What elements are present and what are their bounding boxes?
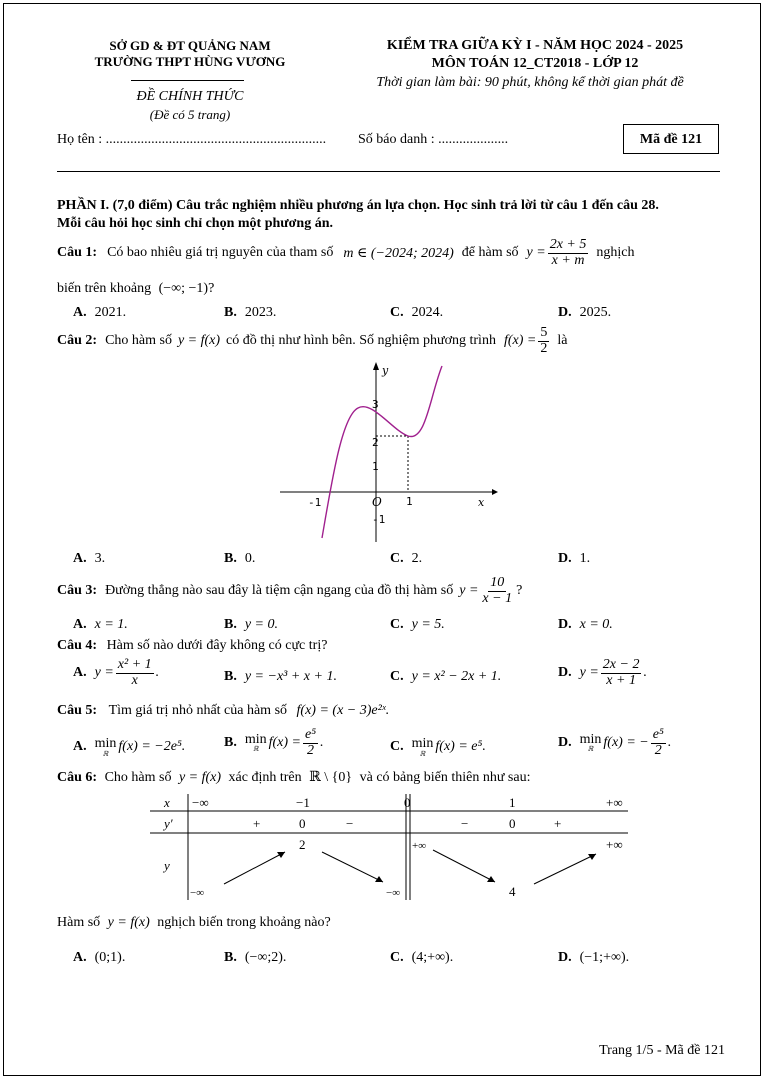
fraction-numerator: e⁵	[652, 727, 664, 742]
q2-option-c[interactable]	[390, 551, 422, 567]
option-text: 2.	[411, 551, 423, 566]
option-fraction	[116, 658, 154, 688]
question-5-text: Tìm giá trị nhỏ nhất của hàm số	[108, 703, 288, 718]
option-text: 3.	[94, 551, 106, 566]
header-rule	[57, 171, 720, 172]
option-text: f(x) = −	[603, 735, 649, 751]
table-x-pos-inf: +∞	[606, 795, 623, 810]
option-text: 2023.	[244, 305, 277, 320]
q2-option-d[interactable]	[558, 551, 590, 567]
question-4-label: Câu 4:	[57, 638, 98, 653]
function-fraction	[480, 576, 514, 606]
function-definition: f(x) = (x − 3)e²ˣ.	[296, 703, 390, 718]
name-field: Họ tên : ...............................................................	[57, 132, 327, 147]
graph-tick-x-1: 1	[406, 495, 413, 508]
fraction-denominator: 2	[540, 340, 548, 356]
function-lhs: y =	[459, 583, 479, 599]
question-1	[57, 238, 732, 268]
part1-note: Mỗi câu hỏi học sinh chỉ chọn một phương án.	[57, 216, 333, 231]
q3-option-d[interactable]	[558, 617, 613, 633]
q4-option-d[interactable]	[558, 658, 647, 688]
graph-tick-y-1: 1	[372, 460, 379, 473]
question-3-text: Đường thẳng nào sau đây là tiệm cận ngang của đồ thị hàm số	[105, 583, 454, 599]
question-6-text-3: và có bảng biến thiên như sau:	[359, 770, 531, 785]
option-lhs: y =	[94, 665, 114, 681]
q2-option-b[interactable]	[224, 551, 255, 567]
option-end: .	[320, 735, 324, 751]
fraction-numerator: e⁵	[305, 727, 317, 742]
option-label: C.	[390, 669, 404, 684]
q2-option-a[interactable]	[73, 551, 105, 567]
question-5	[57, 703, 389, 719]
question-1-text-3: nghịch	[596, 245, 635, 261]
question-2-text: Cho hàm số	[105, 333, 172, 349]
exam-title: KIỂM TRA GIỮA KỲ I - NĂM HỌC 2024 - 2025	[386, 38, 684, 53]
option-text: x = 0.	[579, 617, 613, 632]
option-text: 2021.	[94, 305, 127, 320]
option-lhs: y =	[579, 665, 599, 681]
fraction-numerator: 5	[540, 325, 548, 340]
q5-option-d[interactable]	[558, 728, 671, 758]
question-1-label: Câu 1:	[57, 245, 98, 261]
q1-option-b[interactable]	[224, 305, 276, 321]
option-text: 0.	[244, 551, 256, 566]
option-label: A.	[73, 665, 87, 681]
option-label: A.	[73, 739, 87, 755]
min-domain: ℝ	[419, 749, 426, 758]
option-label: C.	[390, 617, 404, 632]
pages-note: (Đề có 5 trang)	[149, 107, 231, 122]
q3-option-c[interactable]	[390, 617, 445, 633]
table-sign-5: 0	[509, 816, 516, 831]
table-y-left-of-0: −∞	[386, 887, 401, 899]
q1-option-a[interactable]	[73, 305, 126, 321]
question-2-label: Câu 2:	[57, 333, 98, 349]
school-name: TRƯỜNG THPT HÙNG VƯƠNG	[94, 54, 286, 69]
option-text: (−∞;2).	[244, 950, 287, 965]
option-label: B.	[224, 617, 237, 632]
graph-origin-label: O	[372, 495, 382, 509]
q5-option-b[interactable]	[224, 728, 324, 758]
table-sign-3: −	[346, 816, 354, 831]
option-text: 2024.	[411, 305, 444, 320]
fraction-denominator: x + m	[551, 252, 585, 268]
option-text: (4;+∞).	[411, 950, 454, 965]
q1-option-c[interactable]	[390, 305, 443, 321]
fraction-numerator: 2x − 2	[602, 657, 640, 672]
question-6-text-2: xác định trên	[228, 770, 302, 785]
variation-table	[150, 794, 630, 902]
question-3	[57, 576, 522, 606]
option-label: A.	[73, 950, 87, 965]
question-1-text-2: để hàm số	[461, 245, 519, 261]
question-5-label: Câu 5:	[57, 703, 98, 718]
fraction-denominator: 2	[307, 742, 315, 758]
option-label: B.	[224, 669, 237, 684]
min-text: min	[244, 731, 267, 747]
option-label: B.	[224, 735, 237, 751]
option-text: f(x) = e⁵.	[435, 739, 486, 755]
param-range: m ∈ (−2024; 2024)	[343, 245, 454, 261]
option-label: B.	[224, 551, 237, 566]
option-label: B.	[224, 950, 237, 965]
table-x-1: 1	[509, 795, 516, 810]
min-domain: ℝ	[252, 745, 259, 754]
min-domain: ℝ	[587, 745, 594, 754]
option-label: A.	[73, 551, 87, 566]
min-text: min	[94, 736, 117, 751]
q6-option-d[interactable]	[558, 950, 629, 966]
official-label: ĐỀ CHÍNH THỨC	[136, 89, 244, 104]
table-x-neg-inf: −∞	[192, 795, 209, 810]
q5-option-a[interactable]	[73, 738, 185, 757]
option-label: D.	[558, 950, 572, 965]
graph-tick-y-3: 3	[372, 398, 379, 411]
option-label: D.	[558, 305, 572, 320]
function-lhs: y =	[526, 245, 546, 261]
graph-x-label: x	[478, 496, 485, 509]
q6-option-a[interactable]	[73, 950, 125, 966]
table-y-neg-inf: −∞	[190, 887, 205, 899]
graph-tick-x-neg1: -1	[308, 496, 322, 509]
equation-lhs: f(x) =	[503, 333, 537, 349]
option-label: B.	[224, 305, 237, 320]
table-y-pos-inf: +∞	[606, 837, 623, 852]
fraction-numerator: x² + 1	[117, 657, 152, 672]
option-text: y = −x³ + x + 1.	[244, 669, 337, 684]
table-sign-6: +	[554, 816, 562, 831]
graph-tick-y-neg1: -1	[372, 513, 386, 526]
option-label: C.	[390, 551, 404, 566]
graph-tick-y-2: 2	[372, 436, 379, 449]
exam-time: Thời gian làm bài: 90 phút, không kể thời gian phát đề	[376, 75, 684, 90]
page-footer: Trang 1/5 - Mã đề 121	[599, 1043, 725, 1058]
question-mark: ?	[208, 281, 215, 296]
interval: (−∞; −1)	[158, 281, 209, 296]
question-1-text-4: biến trên khoảng	[57, 281, 152, 296]
exam-code-box: Mã đề 121	[623, 124, 719, 154]
table-y-max: 2	[299, 837, 306, 852]
option-fraction	[601, 658, 642, 688]
option-end: .	[155, 665, 160, 681]
option-fraction	[651, 728, 666, 758]
q4-option-b[interactable]	[224, 669, 337, 685]
table-y-label: y	[164, 858, 170, 873]
function-name: y = f(x)	[107, 915, 150, 930]
q4-option-a[interactable]	[73, 658, 159, 688]
student-id-field: Số báo danh : ....................	[358, 132, 509, 147]
option-text: y = x² − 2x + 1.	[411, 669, 502, 684]
header-divider	[131, 80, 244, 81]
q6-option-c[interactable]	[390, 950, 453, 966]
fraction-denominator: x − 1	[482, 590, 513, 606]
question-2-text-3: là	[557, 333, 568, 349]
question-6-text-4: Hàm số	[57, 915, 101, 930]
table-x-label: x	[164, 795, 170, 810]
question-6-ask	[57, 915, 331, 931]
table-x-neg1: −1	[296, 795, 310, 810]
option-label: C.	[390, 950, 404, 965]
fraction-denominator: 2	[654, 742, 662, 758]
fraction-denominator: x	[131, 672, 138, 688]
question-mark: ?	[516, 583, 523, 599]
part1-instructions: PHẦN I. (7,0 điểm) Câu trắc nghiệm nhiều phương án lựa chọn. Học sinh trả lời từ câu 1 đến câu 28.	[57, 198, 659, 213]
option-text: x = 1.	[94, 617, 128, 632]
option-text: y = 0.	[244, 617, 279, 632]
min-domain: ℝ	[102, 749, 109, 758]
question-6	[57, 769, 531, 786]
min-text: min	[411, 736, 434, 751]
option-text: (−1;+∞).	[579, 950, 630, 965]
option-label: D.	[558, 617, 572, 632]
q3-option-b[interactable]	[224, 617, 278, 633]
question-1-line-2	[57, 281, 214, 297]
option-text: (0;1).	[94, 950, 126, 965]
question-6-text: Cho hàm số	[104, 770, 172, 785]
min-operator	[95, 738, 117, 757]
graph-y-label: y	[382, 364, 389, 377]
table-y-right-of-0: +∞	[412, 840, 427, 852]
min-operator	[412, 738, 434, 757]
question-2-text-2: có đồ thị như hình bên. Số nghiệm phương trình	[226, 333, 496, 349]
function-fraction	[548, 238, 589, 268]
option-end: .	[643, 665, 647, 681]
fraction-numerator: 2x + 5	[549, 237, 587, 252]
option-label: A.	[73, 617, 87, 632]
function-name: y = f(x)	[178, 770, 222, 785]
table-sign-1: +	[253, 816, 261, 831]
table-sign-4: −	[461, 816, 469, 831]
question-6-label: Câu 6:	[57, 770, 98, 785]
option-text: 2025.	[579, 305, 612, 320]
question-4-text: Hàm số nào dưới đây không có cực trị?	[106, 638, 328, 653]
option-text: f(x) = −2e⁵.	[118, 739, 186, 755]
exam-subject: MÔN TOÁN 12_CT2018 - LỚP 12	[431, 56, 639, 71]
option-label: C.	[390, 305, 404, 320]
department-name: SỞ GD & ĐT QUẢNG NAM	[109, 38, 271, 53]
domain: ℝ \ {0}	[309, 770, 353, 785]
function-name: y = f(x)	[177, 333, 221, 349]
equation-fraction	[538, 326, 549, 356]
question-6-text-5: nghịch biến trong khoảng nào?	[157, 915, 331, 930]
option-text: y = 5.	[411, 617, 445, 632]
table-x-0: 0	[404, 795, 411, 810]
q1-option-d[interactable]	[558, 305, 611, 321]
option-label: A.	[73, 305, 87, 320]
option-fraction	[303, 728, 318, 758]
question-4	[57, 638, 327, 654]
table-yprime-label: y′	[164, 816, 173, 831]
table-sign-2: 0	[299, 816, 306, 831]
option-text: f(x) =	[268, 735, 301, 751]
option-label: D.	[558, 735, 572, 751]
option-label: D.	[558, 665, 572, 681]
option-text: 1.	[579, 551, 591, 566]
q4-option-c[interactable]	[390, 669, 501, 685]
question-2	[57, 326, 567, 356]
min-text: min	[579, 731, 602, 747]
function-graph	[280, 360, 500, 542]
min-operator	[244, 731, 267, 754]
fraction-numerator: 10	[490, 575, 505, 590]
option-label: C.	[390, 739, 404, 755]
table-y-min: 4	[509, 884, 516, 899]
question-1-text: Có bao nhiêu giá trị nguyên của tham số	[107, 245, 334, 261]
question-3-label: Câu 3:	[57, 583, 98, 599]
option-label: D.	[558, 551, 572, 566]
min-operator	[579, 731, 602, 754]
q3-option-a[interactable]	[73, 617, 128, 633]
option-end: .	[667, 735, 672, 751]
q6-option-b[interactable]	[224, 950, 286, 966]
fraction-denominator: x + 1	[606, 672, 636, 688]
q5-option-c[interactable]	[390, 738, 486, 757]
